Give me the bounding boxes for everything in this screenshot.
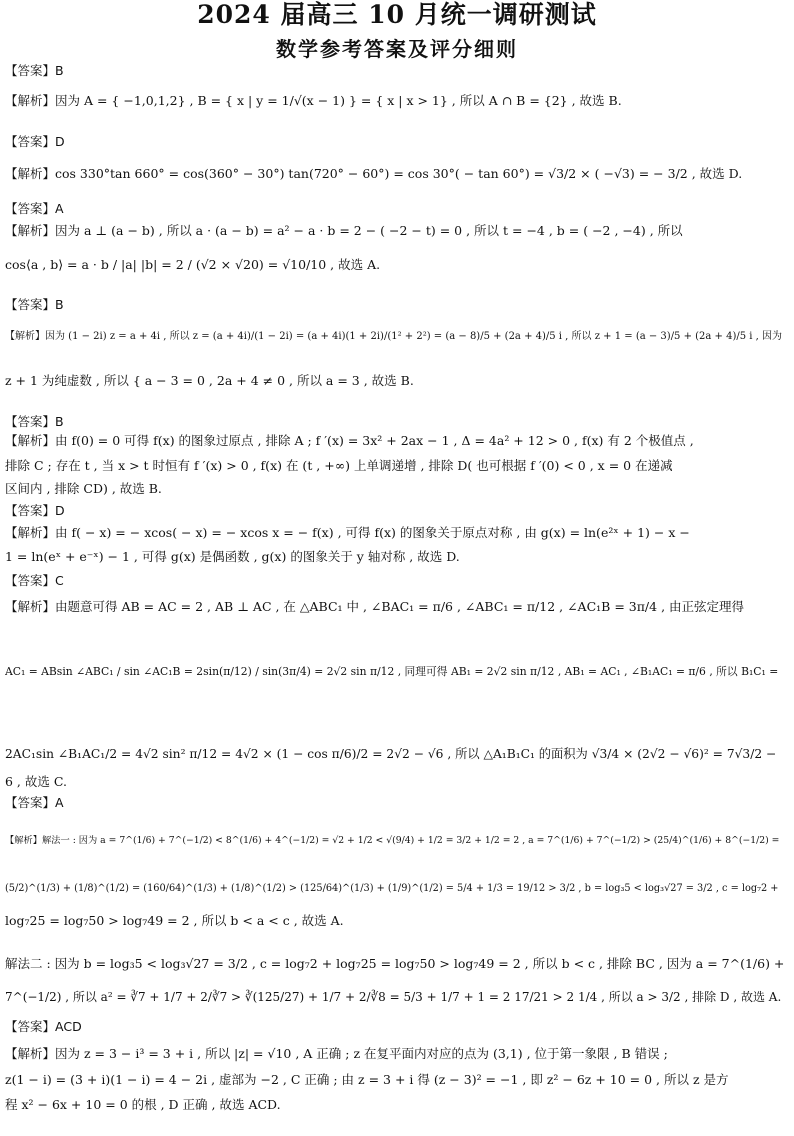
analysis-line — [5, 548, 791, 568]
analysis-line — [5, 92, 791, 112]
answer-label: 【答案】 — [5, 1019, 56, 1034]
analysis-line — [5, 912, 791, 932]
answer-value: D — [55, 134, 65, 149]
analysis-line — [5, 432, 791, 452]
analysis-text: 2AC₁sin ∠B₁AC₁/2 = 4√2 sin² π/12 = 4√2 × (1 − cos π/6)/2 = 2√2 − √6 , 所以 △A₁B₁C₁ 的面积为 √3/4 × (2√2 − √6)² = 7√3/2 − — [5, 747, 777, 761]
answer-line — [5, 133, 791, 153]
answer-value: B — [55, 63, 64, 78]
analysis-line — [5, 832, 791, 852]
answer-line — [5, 62, 791, 82]
analysis-line — [5, 880, 791, 900]
answer-line — [5, 794, 791, 814]
analysis-text: 由 f(0) = 0 可得 f(x) 的图象过原点 , 排除 A ; f ′(x) = 3x² + 2ax − 1 , Δ = 4a² + 12 > 0 , f(x) 有 2 个极值点 , — [55, 433, 694, 448]
analysis-text: 解法一 : 因为 a = 7^(1/6) + 7^(−1/2) < 8^(1/6) + 4^(−1/2) = √2 + 1/2 < √(9/4) + 1/2 = 3/2 + 1/2 = 2 , a = 7^(1/6) + 7^(−1/2) > (25/4)^(1/6) + 8^(−1/2) = — [42, 835, 780, 846]
answer-value: A — [55, 795, 64, 810]
analysis-label: 【解析】 — [5, 599, 56, 614]
answer-value: B — [55, 297, 64, 312]
analysis-text: 由 f( − x) = − xcos( − x) = − xcos x = − f(x) , 可得 f(x) 的图象关于原点对称 , 由 g(x) = ln(e²ˣ + 1) − x − — [55, 525, 690, 540]
answer-line — [5, 502, 791, 522]
analysis-text: 因为 a ⊥ (a − b) , 所以 a · (a − b) = a² − a · b = 2 − ( −2 − t) = 0 , 所以 t = −4 , b = ( −2 , −4) , 所以 — [55, 223, 683, 238]
answer-line — [5, 200, 791, 220]
answer-value: A — [55, 201, 64, 216]
analysis-line — [5, 524, 791, 544]
analysis-line — [5, 1071, 791, 1091]
answer-label: 【答案】 — [5, 297, 56, 312]
answer-line — [5, 413, 791, 433]
analysis-text: 区间内 , 排除 CD) , 故选 B. — [5, 481, 162, 496]
answer-label: 【答案】 — [5, 795, 56, 810]
analysis-label: 【解析】 — [5, 331, 45, 342]
answer-value: ACD — [55, 1019, 82, 1034]
analysis-text: 因为 A = { −1,0,1,2} , B = { x | y = 1/√(x − 1) } = { x | x > 1} , 所以 A ∩ B = {2} , 故选 B. — [55, 93, 622, 108]
analysis-label: 【解析】 — [5, 835, 42, 846]
answer-label: 【答案】 — [5, 201, 56, 216]
analysis-label: 【解析】 — [5, 93, 56, 108]
analysis-label: 【解析】 — [5, 223, 56, 238]
analysis-line — [5, 988, 791, 1008]
analysis-text: z + 1 为纯虚数 , 所以 { a − 3 = 0 , 2a + 4 ≠ 0 , 所以 a = 3 , 故选 B. — [5, 373, 414, 388]
analysis-text: cos⟨a , b⟩ = a · b / |a| |b| = 2 / (√2 × √20) = √10/10 , 故选 A. — [5, 257, 381, 272]
analysis-line — [5, 457, 791, 477]
analysis-line — [5, 328, 791, 348]
analysis-text: 程 x² − 6x + 10 = 0 的根 , D 正确 , 故选 ACD. — [5, 1097, 281, 1112]
analysis-text: 6 , 故选 C. — [5, 774, 67, 789]
answer-label: 【答案】 — [5, 414, 56, 429]
analysis-line — [5, 165, 791, 185]
analysis-text: 因为 (1 − 2i) z = a + 4i , 所以 z = (a + 4i)/(1 − 2i) = (a + 4i)(1 + 2i)/(1² + 2²) = (a − 8)/5 + (2a + 4)/5 i , 所以 z + 1 = (a − 3)/5 + (2a + 4)/5 i , 因为 — [45, 331, 783, 342]
analysis-line — [5, 256, 791, 276]
exam-title: 2024 届高三 10 月统一调研测试 — [197, 0, 597, 29]
analysis-line — [5, 1045, 791, 1065]
analysis-label: 【解析】 — [5, 166, 56, 181]
analysis-line — [5, 773, 791, 793]
answer-label: 【答案】 — [5, 573, 56, 588]
analysis-text: AC₁ = ABsin ∠ABC₁ / sin ∠AC₁B = 2sin(π/12) / sin(3π/4) = 2√2 sin π/12 , 同理可得 AB₁ = 2√2 sin π/12 , AB₁ = AC₁ , ∠B₁AC₁ = π/6 , 所以 B₁C₁ = — [5, 665, 779, 678]
exam-subtitle: 数学参考答案及评分细则 — [276, 37, 518, 61]
analysis-line — [5, 663, 791, 683]
analysis-line — [5, 1096, 791, 1116]
analysis-text: 1 = ln(eˣ + e⁻ˣ) − 1 , 可得 g(x) 是偶函数 , g(x) 的图象关于 y 轴对称 , 故选 D. — [5, 549, 460, 564]
answer-line — [5, 572, 791, 592]
analysis-line — [5, 222, 791, 242]
analysis-line — [5, 598, 791, 618]
answer-line — [5, 296, 791, 316]
answer-value: C — [55, 573, 64, 588]
answer-value: B — [55, 414, 64, 429]
analysis-text: 解法二 : 因为 b = log₃5 < log₃√27 = 3/2 , c = log₇2 + log₇25 = log₇50 > log₇49 = 2 , 所以 b < c , 排除 BC , 因为 a = 7^(1/6) + — [5, 956, 785, 971]
analysis-text: (5/2)^(1/3) + (1/8)^(1/2) = (160/64)^(1/3) + (1/8)^(1/2) > (125/64)^(1/3) + (1/9)^(1/2) = 5/4 + 1/3 = 19/12 > 3/2 , b = log₃5 < log₃√27 = 3/2 , c = log₇2 + — [5, 883, 779, 894]
analysis-line — [5, 745, 791, 765]
analysis-label: 【解析】 — [5, 433, 56, 448]
analysis-text: z(1 − i) = (3 + i)(1 − i) = 4 − 2i , 虚部为 −2 , C 正确 ; 由 z = 3 + i 得 (z − 3)² = −1 , 即 z² − 6z + 10 = 0 , 所以 z 是方 — [5, 1072, 729, 1087]
analysis-line — [5, 372, 791, 392]
analysis-text: 7^(−1/2) , 所以 a² = ∛7 + 1/7 + 2/∛7 > ∛(125/27) + 1/7 + 2/∛8 = 5/3 + 1/7 + 1 = 2 17/21 > 2 1/4 , 所以 a > 3/2 , 排除 D , 故选 A. — [5, 990, 782, 1004]
analysis-label: 【解析】 — [5, 1046, 56, 1061]
answer-label: 【答案】 — [5, 134, 56, 149]
answer-line — [5, 1018, 791, 1038]
analysis-text: 因为 z = 3 − i³ = 3 + i , 所以 |z| = √10 , A 正确 ; z 在复平面内对应的点为 (3,1) , 位于第一象限 , B 错误 ; — [55, 1046, 668, 1061]
answer-label: 【答案】 — [5, 503, 56, 518]
analysis-text: 排除 C ; 存在 t , 当 x > t 时恒有 f ′(x) > 0 , f(x) 在 (t , +∞) 上单调递增 , 排除 D( 也可根据 f ′(0) < 0 , x = 0 在递减 — [5, 458, 673, 473]
answer-value: D — [55, 503, 65, 518]
analysis-label: 【解析】 — [5, 525, 56, 540]
analysis-text: 由题意可得 AB = AC = 2 , AB ⊥ AC , 在 △ABC₁ 中 , ∠BAC₁ = π/6 , ∠ABC₁ = π/12 , ∠AC₁B = 3π/4 , 由正弦定理得 — [55, 599, 745, 614]
analysis-text: log₇25 = log₇50 > log₇49 = 2 , 所以 b < a < c , 故选 A. — [5, 913, 344, 928]
answer-label: 【答案】 — [5, 63, 56, 78]
analysis-line — [5, 480, 791, 500]
analysis-line — [5, 955, 791, 975]
analysis-text: cos 330°tan 660° = cos(360° − 30°) tan(720° − 60°) = cos 30°( − tan 60°) = √3/2 × ( −√3) = − 3/2 , 故选 D. — [55, 166, 743, 181]
